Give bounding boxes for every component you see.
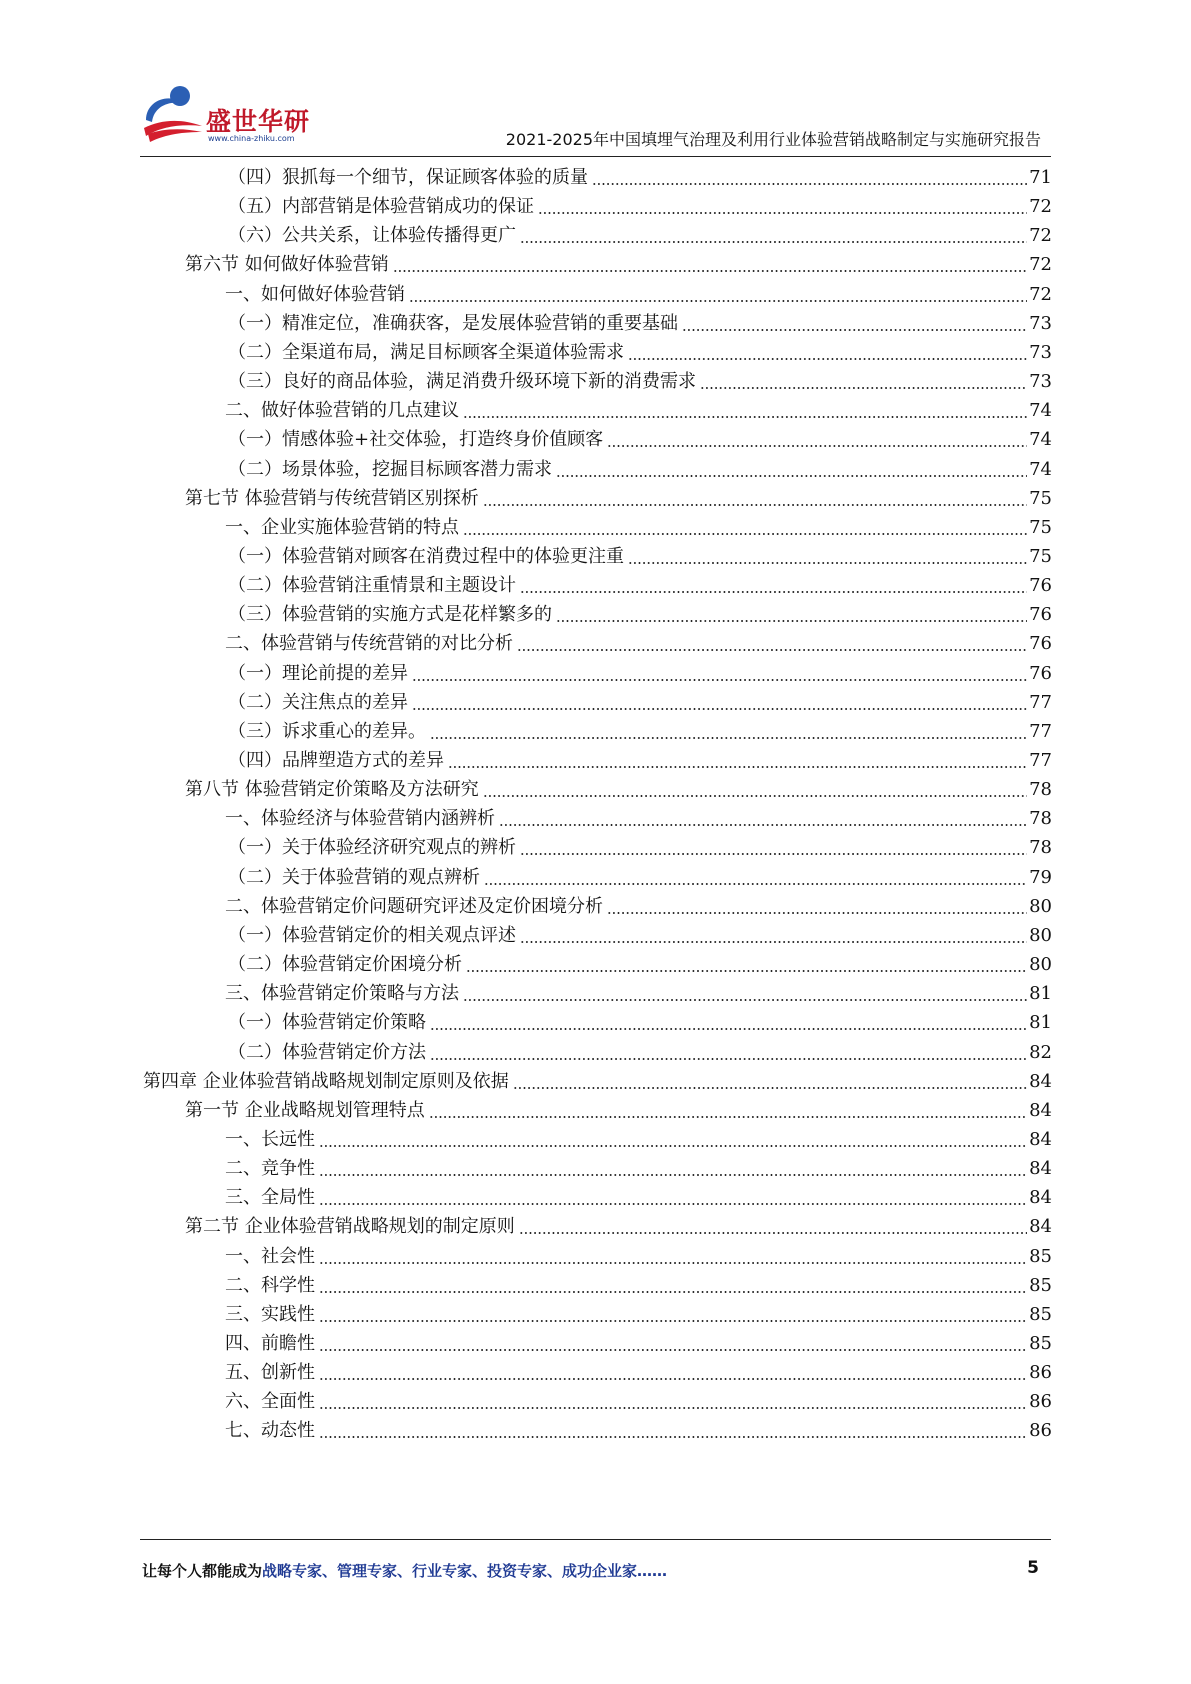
- toc-entry-title: 二、科学性: [225, 1274, 315, 1296]
- toc-entry-title: 一、企业实施体验营销的特点: [225, 516, 459, 538]
- toc-entry[interactable]: [228, 304, 1052, 335]
- toc-dot-leader: [628, 358, 1027, 360]
- toc-entry[interactable]: [228, 566, 1052, 597]
- toc-entry-title: 第一节 企业战略规划管理特点: [185, 1099, 425, 1121]
- company-logo: [140, 82, 340, 146]
- page-number: 5: [1027, 1558, 1039, 1578]
- toc-entry[interactable]: [225, 1295, 1052, 1326]
- toc-entry[interactable]: [225, 1382, 1052, 1413]
- toc-dot-leader: [520, 241, 1027, 243]
- toc-dot-leader: [319, 1145, 1027, 1147]
- toc-entry[interactable]: [225, 887, 1052, 918]
- toc-entry[interactable]: [228, 450, 1052, 481]
- toc-entry-page: 75: [1029, 487, 1052, 509]
- toc-entry-page: 72: [1029, 196, 1052, 218]
- toc-entry-title: 第四章 企业体验营销战略规划制定原则及依据: [143, 1070, 509, 1092]
- toc-dot-leader: [319, 1203, 1027, 1205]
- toc-entry[interactable]: [228, 945, 1052, 976]
- toc-entry[interactable]: [225, 974, 1052, 1005]
- toc-dot-leader: [319, 1349, 1027, 1351]
- toc-dot-leader: [700, 387, 1027, 389]
- toc-dot-leader: [682, 329, 1027, 331]
- toc-entry-page: 84: [1029, 1216, 1052, 1238]
- toc-entry[interactable]: [228, 333, 1052, 364]
- toc-entry-title: （三）体验营销的实施方式是花样繁多的: [228, 604, 552, 626]
- toc-entry-title: （三）良好的商品体验，满足消费升级环境下新的消费需求: [228, 371, 696, 393]
- toc-entry[interactable]: [225, 799, 1052, 830]
- toc-entry-title: 第二节 企业体验营销战略规划的制定原则: [185, 1216, 515, 1238]
- toc-entry-page: 78: [1029, 808, 1052, 830]
- toc-dot-leader: [463, 999, 1027, 1001]
- toc-entry-title: （一）体验营销定价策略: [228, 1012, 426, 1034]
- toc-dot-leader: [556, 475, 1027, 477]
- toc-entry-page: 86: [1029, 1391, 1052, 1413]
- header-divider: [140, 156, 1051, 157]
- toc-dot-leader: [538, 212, 1027, 214]
- toc-entry[interactable]: [225, 1120, 1052, 1151]
- toc-dot-leader: [319, 1174, 1027, 1176]
- footer-slogan: [142, 1560, 667, 1581]
- toc-entry-page: 80: [1029, 924, 1052, 946]
- toc-entry-page: 73: [1029, 371, 1052, 393]
- toc-entry[interactable]: [228, 654, 1052, 685]
- toc-dot-leader: [607, 445, 1027, 447]
- toc-entry[interactable]: [228, 916, 1052, 947]
- toc-entry[interactable]: [228, 1003, 1052, 1034]
- toc-entry-title: （一）关于体验经济研究观点的辨析: [228, 837, 516, 859]
- toc-entry-title: 一、体验经济与体验营销内涵辨析: [225, 808, 495, 830]
- toc-dot-leader: [319, 1407, 1027, 1409]
- toc-entry-page: 80: [1029, 954, 1052, 976]
- toc-dot-leader: [499, 824, 1027, 826]
- toc-entry-page: 78: [1029, 779, 1052, 801]
- toc-entry-page: 76: [1029, 662, 1052, 684]
- toc-entry-title: 第六节 如何做好体验营销: [185, 254, 389, 276]
- toc-entry[interactable]: [228, 537, 1052, 568]
- toc-entry[interactable]: [225, 1266, 1052, 1297]
- toc-entry-page: 84: [1029, 1128, 1052, 1150]
- toc-entry-title: （四）品牌塑造方式的差异: [228, 750, 444, 771]
- toc-entry[interactable]: [228, 595, 1052, 626]
- toc-entry-page: 80: [1029, 895, 1052, 917]
- toc-entry[interactable]: [228, 683, 1052, 714]
- toc-dot-leader: [513, 1087, 1027, 1089]
- toc-entry-page: 75: [1029, 516, 1052, 538]
- toc-entry[interactable]: [228, 712, 1052, 743]
- toc-entry-title: （二）关于体验营销的观点辨析: [228, 866, 480, 888]
- toc-dot-leader: [430, 737, 1027, 739]
- toc-entry-page: 73: [1029, 312, 1052, 334]
- toc-dot-leader: [556, 620, 1027, 622]
- toc-entry-page: 74: [1029, 429, 1052, 451]
- toc-entry[interactable]: [185, 1091, 1052, 1122]
- toc-entry-title: （二）体验营销注重情景和主题设计: [228, 575, 516, 597]
- toc-entry[interactable]: [225, 1353, 1052, 1384]
- slogan-highlight: 战略专家、管理专家、行业专家、投资专家、成功企业家……: [262, 1562, 668, 1580]
- toc-entry[interactable]: [228, 828, 1052, 859]
- toc-entry-page: 79: [1029, 866, 1052, 888]
- toc-entry[interactable]: [225, 275, 1052, 306]
- toc-entry-title: （一）体验营销定价的相关观点评述: [228, 924, 516, 946]
- toc-entry-title: 七、动态性: [225, 1420, 315, 1442]
- toc-dot-leader: [519, 1232, 1027, 1234]
- toc-entry[interactable]: [225, 1411, 1052, 1442]
- toc-dot-leader: [463, 533, 1027, 535]
- toc-entry-page: 85: [1029, 1303, 1052, 1325]
- toc-entry-title: （一）理论前提的差异: [228, 662, 408, 684]
- toc-dot-leader: [412, 708, 1027, 710]
- toc-entry[interactable]: [228, 362, 1052, 393]
- toc-entry-title: 二、做好体验营销的几点建议: [225, 400, 459, 422]
- toc-entry-title: 二、体验营销与传统营销的对比分析: [225, 633, 513, 655]
- toc-entry-title: （二）体验营销定价方法: [228, 1041, 426, 1063]
- toc-entry-page: 84: [1029, 1099, 1052, 1121]
- toc-entry-page: 84: [1029, 1158, 1052, 1180]
- toc-dot-leader: [517, 649, 1027, 651]
- toc-entry[interactable]: [228, 741, 1052, 772]
- toc-dot-leader: [448, 766, 1027, 768]
- toc-entry[interactable]: [185, 770, 1052, 801]
- toc-dot-leader: [430, 1028, 1027, 1030]
- toc-entry-page: 81: [1029, 1012, 1052, 1034]
- toc-entry-page: 81: [1029, 983, 1052, 1005]
- toc-dot-leader: [520, 853, 1027, 855]
- toc-entry-title: 第七节 体验营销与传统营销区别探析: [185, 487, 479, 509]
- toc-entry-title: 五、创新性: [225, 1362, 315, 1384]
- toc-entry-page: 86: [1029, 1362, 1052, 1384]
- toc-entry-title: （六）公共关系，让体验传播得更广: [228, 225, 516, 247]
- toc-entry-title: （一）精准定位，准确获客，是发展体验营销的重要基础: [228, 312, 678, 334]
- toc-entry-page: 76: [1029, 575, 1052, 597]
- toc-entry-page: 76: [1029, 604, 1052, 626]
- toc-entry[interactable]: [225, 624, 1052, 655]
- footer-divider: [140, 1539, 1051, 1540]
- toc-dot-leader: [483, 504, 1027, 506]
- toc-entry-title: 三、实践性: [225, 1303, 315, 1325]
- toc-entry-page: 77: [1029, 750, 1052, 771]
- toc-dot-leader: [463, 416, 1027, 418]
- toc-dot-leader: [484, 883, 1027, 885]
- toc-entry-page: 86: [1029, 1420, 1052, 1442]
- toc-entry-page: 73: [1029, 341, 1052, 363]
- toc-entry-title: 六、全面性: [225, 1391, 315, 1413]
- toc-entry-title: （二）关注焦点的差异: [228, 691, 408, 713]
- toc-entry-title: 一、社会性: [225, 1245, 315, 1267]
- toc-entry[interactable]: [225, 1237, 1052, 1268]
- report-title: 2021-2025年中国填埋气治理及利用行业体验营销战略制定与实施研究报告: [505, 130, 1041, 149]
- toc-dot-leader: [319, 1378, 1027, 1380]
- toc-dot-leader: [430, 1058, 1027, 1060]
- toc-entry-title: 二、体验营销定价问题研究评述及定价困境分析: [225, 895, 603, 917]
- toc-dot-leader: [393, 270, 1027, 272]
- toc-entry-title: 四、前瞻性: [225, 1333, 315, 1354]
- toc-entry-page: 85: [1029, 1245, 1052, 1267]
- toc-entry[interactable]: [143, 1062, 1052, 1093]
- toc-entry-title: （一）体验营销对顾客在消费过程中的体验更注重: [228, 545, 624, 567]
- toc-entry-page: 77: [1029, 720, 1052, 742]
- toc-entry-page: 72: [1029, 254, 1052, 276]
- toc-entry[interactable]: [228, 216, 1052, 247]
- toc-dot-leader: [429, 1116, 1027, 1118]
- toc-entry[interactable]: [228, 158, 1052, 189]
- toc-entry-page: 71: [1029, 167, 1052, 188]
- toc-entry[interactable]: [228, 420, 1052, 451]
- toc-entry-title: （二）全渠道布局，满足目标顾客全渠道体验需求: [228, 341, 624, 363]
- page-header: [0, 0, 1191, 160]
- toc-dot-leader: [319, 1320, 1027, 1322]
- toc-dot-leader: [319, 1262, 1027, 1264]
- toc-dot-leader: [520, 941, 1027, 943]
- toc-entry[interactable]: [225, 1324, 1052, 1355]
- toc-entry-title: （二）场景体验，挖掘目标顾客潜力需求: [228, 458, 552, 480]
- toc-dot-leader: [409, 300, 1027, 302]
- toc-entry[interactable]: [185, 479, 1052, 510]
- toc-entry[interactable]: [228, 187, 1052, 218]
- toc-dot-leader: [607, 912, 1027, 914]
- toc-entry-page: 74: [1029, 458, 1052, 480]
- slogan-prefix: 让每个人都能成为: [142, 1562, 263, 1580]
- logo-url: www.china-zhiku.com: [208, 134, 295, 143]
- toc-dot-leader: [592, 183, 1027, 185]
- toc-entry-page: 72: [1029, 283, 1052, 305]
- toc-entry-title: 三、体验营销定价策略与方法: [225, 983, 459, 1005]
- toc-entry-title: 三、全局性: [225, 1187, 315, 1209]
- toc-entry-page: 75: [1029, 545, 1052, 567]
- toc-entry-page: 77: [1029, 691, 1052, 713]
- toc-entry[interactable]: [225, 508, 1052, 539]
- toc-entry-page: 82: [1029, 1041, 1052, 1063]
- logo-swoosh-icon: [140, 82, 206, 144]
- toc-entry-page: 74: [1029, 400, 1052, 422]
- toc-entry-title: 二、竞争性: [225, 1158, 315, 1180]
- toc-entry[interactable]: [225, 391, 1052, 422]
- toc-dot-leader: [466, 970, 1027, 972]
- toc-dot-leader: [483, 795, 1027, 797]
- toc-entry[interactable]: [225, 1178, 1052, 1209]
- toc-dot-leader: [319, 1436, 1027, 1438]
- toc-entry-page: 84: [1029, 1187, 1052, 1209]
- toc-dot-leader: [412, 679, 1027, 681]
- toc-entry-page: 85: [1029, 1274, 1052, 1296]
- toc-entry-title: （二）体验营销定价困境分析: [228, 954, 462, 976]
- toc-dot-leader: [520, 591, 1027, 593]
- toc-entry-page: 85: [1029, 1333, 1052, 1354]
- toc-entry-page: 84: [1029, 1070, 1052, 1092]
- toc-entry-title: 一、如何做好体验营销: [225, 283, 405, 305]
- logo-name: 盛世华研: [206, 107, 311, 136]
- toc-entry[interactable]: [185, 1207, 1052, 1238]
- toc-entry[interactable]: [225, 1149, 1052, 1180]
- toc-entry-page: 76: [1029, 633, 1052, 655]
- toc-entry[interactable]: [228, 858, 1052, 889]
- toc-entry-title: （三）诉求重心的差异。: [228, 720, 426, 742]
- toc-dot-leader: [628, 562, 1027, 564]
- toc-entry[interactable]: [228, 1033, 1052, 1064]
- toc-entry-page: 78: [1029, 837, 1052, 859]
- toc-entry-title: （四）狠抓每一个细节，保证顾客体验的质量: [228, 167, 588, 188]
- toc-entry-title: 一、长远性: [225, 1128, 315, 1150]
- toc-entry-title: （一）情感体验+社交体验，打造终身价值顾客: [228, 429, 604, 451]
- toc-dot-leader: [319, 1291, 1027, 1293]
- toc-entry-title: 第八节 体验营销定价策略及方法研究: [185, 779, 479, 801]
- toc-entry-page: 72: [1029, 225, 1052, 247]
- toc-entry[interactable]: [185, 245, 1052, 276]
- toc-entry-title: （五）内部营销是体验营销成功的保证: [228, 196, 534, 218]
